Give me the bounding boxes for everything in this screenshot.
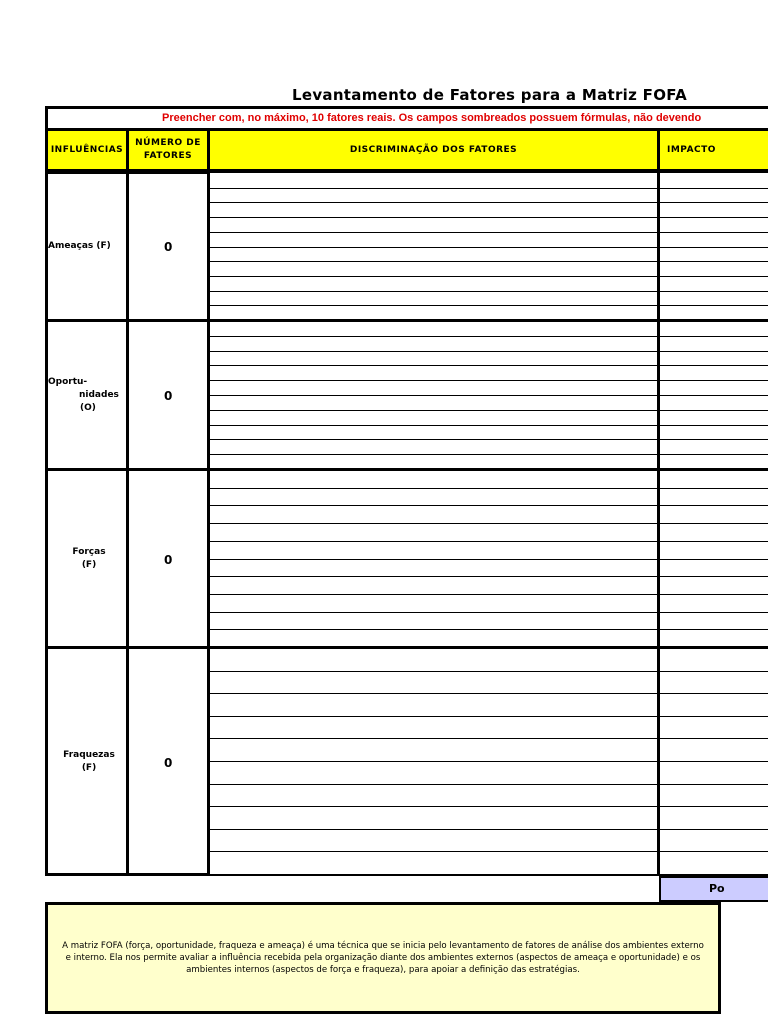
fraquezas-label-cell: [45, 646, 129, 876]
ameacas-label-cell: [45, 171, 129, 322]
forcas-count: 0: [164, 553, 173, 567]
factor-row-line: [207, 693, 657, 694]
factor-row-line: [207, 761, 657, 762]
factor-row-line: [207, 594, 657, 595]
factor-row-line: [207, 576, 657, 577]
factor-row-line: [657, 671, 768, 672]
factor-row-line: [657, 439, 768, 440]
factor-row-line: [207, 380, 657, 381]
factor-row-line: [657, 188, 768, 189]
factor-row-line: [207, 488, 657, 489]
factor-row-line: [657, 738, 768, 739]
factor-row-line: [657, 541, 768, 542]
factor-row-line: [657, 291, 768, 292]
ameacas-count-cell: [126, 171, 210, 322]
header-impacto-label: IMPACTO: [667, 144, 716, 155]
factor-row-line: [657, 576, 768, 577]
ameacas-count: 0: [164, 240, 173, 254]
oportunidades-count: 0: [164, 389, 173, 403]
factor-row-line: [207, 217, 657, 218]
factor-row-line: [657, 784, 768, 785]
explanation-note: [45, 902, 721, 1014]
factor-row-line: [207, 784, 657, 785]
oportunidades-label: Oportu- nidades (O): [48, 377, 119, 413]
forcas-label-cell: [45, 468, 129, 649]
factor-row-line: [207, 629, 657, 630]
forcas-label: Forças (F): [72, 547, 106, 570]
factor-row-line: [207, 336, 657, 337]
factor-row-line: [207, 851, 657, 852]
forcas-count-cell: [126, 468, 210, 649]
factor-row-line: [207, 454, 657, 455]
factor-row-line: [657, 761, 768, 762]
forcas-rows: [207, 468, 660, 649]
factor-row-line: [657, 612, 768, 613]
header-discriminacao: [207, 128, 660, 172]
factor-row-line: [657, 336, 768, 337]
header-discriminacao-label: DISCRIMINAÇÃO DOS FATORES: [349, 144, 518, 155]
factor-row-line: [207, 365, 657, 366]
factor-row-line: [207, 232, 657, 233]
factor-row-line: [657, 693, 768, 694]
factor-row-line: [657, 454, 768, 455]
header-influencias-label: INFLUÊNCIAS: [50, 144, 124, 155]
factor-row-line: [207, 291, 657, 292]
fraquezas-count-cell: [126, 646, 210, 876]
oportunidades-impacto-rows: [657, 319, 768, 471]
factor-row-line: [657, 505, 768, 506]
factor-row-line: [657, 425, 768, 426]
factor-row-line: [657, 559, 768, 560]
factor-row-line: [657, 365, 768, 366]
factor-row-line: [657, 523, 768, 524]
explanation-text: A matriz FOFA (força, oportunidade, fraqueza e ameaça) é uma técnica que se inicia pelo levantamento de fatores de análise dos ambientes externo e interno. Ela nos permite avaliar a influência recebida pela organização diante dos ambientes externos (aspectos de ameaça e oportunidade) e os ambientes internos (aspectos de força e fraqueza), para apoiar a definição das estratégias.: [62, 941, 704, 975]
factor-row-line: [657, 380, 768, 381]
factor-row-line: [657, 806, 768, 807]
factor-row-line: [207, 247, 657, 248]
factor-row-line: [657, 247, 768, 248]
factor-row-line: [207, 276, 657, 277]
factor-row-line: [207, 829, 657, 830]
ameacas-impacto-rows: [657, 171, 768, 322]
factor-row-line: [657, 851, 768, 852]
factor-row-line: [207, 523, 657, 524]
ameacas-rows: [207, 171, 660, 322]
factor-row-line: [207, 439, 657, 440]
summary-cell: [659, 876, 768, 902]
factor-row-line: [207, 188, 657, 189]
forcas-impacto-rows: [657, 468, 768, 649]
factor-row-line: [657, 410, 768, 411]
instruction-row: [45, 106, 768, 128]
factor-row-line: [207, 806, 657, 807]
factor-row-line: [657, 488, 768, 489]
header-numero-line2: FATORES: [143, 151, 193, 161]
factor-row-line: [207, 305, 657, 306]
oportunidades-count-cell: [126, 319, 210, 471]
factor-row-line: [207, 395, 657, 396]
instruction-text: Preencher com, no máximo, 10 fatores reais. Os campos sombreados possuem fórmulas, não devendo: [162, 112, 702, 124]
factor-row-line: [657, 716, 768, 717]
factor-row-line: [657, 829, 768, 830]
header-numero-fatores: [126, 128, 210, 172]
factor-row-line: [657, 629, 768, 630]
factor-row-line: [657, 305, 768, 306]
fraquezas-rows: [207, 646, 660, 876]
summary-label: Po: [709, 882, 725, 895]
factor-row-line: [657, 261, 768, 262]
page-title: Levantamento de Fatores para a Matriz FOFA: [292, 86, 687, 104]
factor-row-line: [207, 410, 657, 411]
factor-row-line: [207, 738, 657, 739]
factor-row-line: [207, 505, 657, 506]
fraquezas-count: 0: [164, 756, 173, 770]
factor-row-line: [207, 559, 657, 560]
factor-row-line: [657, 594, 768, 595]
ameacas-label: Ameaças (F): [48, 241, 111, 251]
factor-row-line: [657, 276, 768, 277]
fraquezas-label: Fraquezas (F): [63, 750, 115, 773]
oportunidades-rows: [207, 319, 660, 471]
factor-row-line: [657, 395, 768, 396]
factor-row-line: [657, 351, 768, 352]
factor-row-line: [207, 261, 657, 262]
factor-row-line: [207, 541, 657, 542]
factor-row-line: [207, 202, 657, 203]
oportunidades-label-cell: [45, 319, 129, 471]
fraquezas-impacto-rows: [657, 646, 768, 876]
factor-row-line: [657, 232, 768, 233]
factor-row-line: [207, 425, 657, 426]
factor-row-line: [207, 612, 657, 613]
factor-row-line: [207, 671, 657, 672]
factor-row-line: [657, 217, 768, 218]
header-impacto: [657, 128, 768, 172]
factor-row-line: [657, 202, 768, 203]
header-influencias: [45, 128, 129, 172]
header-numero-line1: NÚMERO DE: [135, 138, 201, 148]
factor-row-line: [207, 716, 657, 717]
factor-row-line: [207, 351, 657, 352]
